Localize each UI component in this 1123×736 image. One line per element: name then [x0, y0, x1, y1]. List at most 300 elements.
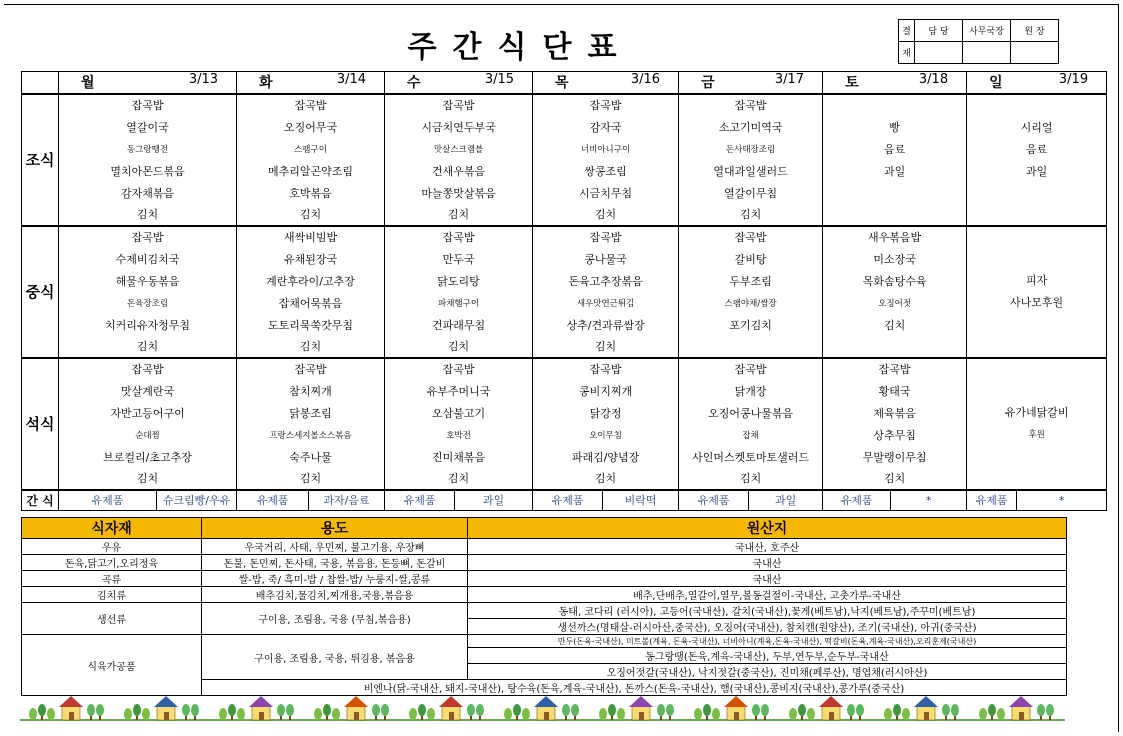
dinner-dish: 제육볶음	[823, 402, 967, 424]
breakfast-dish	[967, 204, 1107, 226]
origin-use: 우국거리, 사태, 우민찌, 불고기용, 우장뼈	[202, 539, 468, 555]
dinner-dish: 순대찜	[59, 424, 237, 446]
breakfast-dish: 쌍콩조림	[533, 160, 679, 182]
dinner-dish: 잡곡밥	[237, 358, 385, 380]
tree-icon	[409, 708, 417, 720]
snack-item: 비락떡	[603, 490, 679, 511]
origin-row	[22, 603, 1067, 619]
tree-icon	[47, 708, 55, 720]
lunch-dish: 갈비탕	[679, 248, 823, 270]
dinner-dish: 파래김/양념장	[533, 446, 679, 468]
day-header-0	[59, 72, 237, 94]
day-date: 3/14	[336, 72, 367, 88]
breakfast-dish	[967, 182, 1107, 204]
tree-icon	[856, 704, 864, 716]
breakfast-row	[22, 182, 1107, 204]
dinner-dish: 브로컬리/초고추장	[59, 446, 237, 468]
house-door	[829, 712, 834, 720]
tree-icon	[1037, 704, 1045, 716]
tree-icon	[752, 704, 760, 716]
tree-icon	[142, 708, 150, 720]
breakfast-dish: 김치	[679, 204, 823, 226]
snack-dairy: 유제품	[385, 490, 455, 511]
approval-label-2: 재	[899, 42, 915, 64]
day-date: 3/19	[1058, 72, 1089, 88]
breakfast-row	[22, 116, 1107, 138]
tree-icon	[332, 708, 340, 720]
house-roof-icon	[59, 696, 83, 707]
day-header-4	[679, 72, 823, 94]
dinner-dish: 닭개장	[679, 380, 823, 402]
tree-icon	[807, 708, 815, 720]
breakfast-dish: 과일	[823, 160, 967, 182]
origin-header-row	[22, 518, 1067, 539]
tree-icon	[323, 704, 331, 716]
lunch-dish: 스팸야채/쌈장	[679, 292, 823, 314]
tree-icon	[219, 708, 227, 720]
breakfast-dish: 김치	[237, 204, 385, 226]
snack-item: *	[1017, 490, 1107, 511]
breakfast-dish	[823, 182, 967, 204]
origin-item: 우유	[22, 539, 202, 555]
lunch-dish: 김치	[823, 314, 967, 336]
lunch-dish: 닭도리탕	[385, 270, 533, 292]
dinner-row	[22, 424, 1107, 446]
dinner-sunday-item: 후원	[1028, 429, 1045, 440]
dinner-dish: 유부주머니국	[385, 380, 533, 402]
tree-icon	[789, 708, 797, 720]
breakfast-dish: 멸치아몬드볶음	[59, 160, 237, 182]
breakfast-dish: 스팸구이	[237, 138, 385, 160]
snack-item: 슈크림빵/우유	[157, 490, 237, 511]
dinner-dish: 무말랭이무침	[823, 446, 967, 468]
approval-sign-3[interactable]	[1011, 42, 1059, 64]
house-roof-icon	[724, 696, 748, 707]
day-date: 3/13	[188, 72, 219, 88]
breakfast-dish: 열갈이무침	[679, 182, 823, 204]
lunch-dish: 새싹비빔밥	[237, 226, 385, 248]
house-door	[544, 712, 549, 720]
lunch-dish: 돈육고추장볶음	[533, 270, 679, 292]
tree-icon	[657, 704, 665, 716]
tree-icon	[988, 704, 996, 716]
origin-use: 쌀-밥, 죽/ 흑미-밥 / 찹쌀-밥/ 누룽지-쌀,콩류	[202, 571, 468, 587]
origin-item: 식육가공품	[22, 635, 202, 696]
tree-icon	[608, 704, 616, 716]
day-date: 3/15	[484, 72, 515, 88]
dinner-dish: 김치	[679, 468, 823, 490]
weekly-menu-table	[21, 71, 1107, 511]
origin-item: 돈육,닭고기,오리정육	[22, 555, 202, 571]
origin-header-origin: 원산지	[468, 518, 1067, 539]
origin-source: 국내산, 호주산	[468, 539, 1067, 555]
tree-icon	[712, 708, 720, 720]
tree-icon	[979, 708, 987, 720]
day-name: 토	[845, 75, 859, 92]
lunch-dish: 건파래무침	[385, 314, 533, 336]
origin-use: 배추김치,물김치,찌개용,국용,볶음용	[202, 587, 468, 603]
approval-col-2: 사무국장	[963, 20, 1011, 42]
tree-icon	[504, 708, 512, 720]
dinner-dish: 참치찌개	[237, 380, 385, 402]
tree-icon	[522, 708, 530, 720]
dinner-dish: 사인머스켓토마토샐러드	[679, 446, 823, 468]
origin-row	[22, 635, 1067, 648]
dinner-dish: 잡채	[679, 424, 823, 446]
breakfast-dish: 열대과일샐러드	[679, 160, 823, 182]
tree-icon	[1046, 704, 1054, 716]
dinner-dish: 잡곡밥	[59, 358, 237, 380]
breakfast-dish: 시금치연두부국	[385, 116, 533, 138]
lunch-dish: 김치	[237, 336, 385, 358]
snack-dairy: 유제품	[967, 490, 1017, 511]
lunch-block	[22, 226, 1107, 358]
tree-icon	[314, 708, 322, 720]
breakfast-dish	[823, 204, 967, 226]
breakfast-dish: 오징어무국	[237, 116, 385, 138]
origin-row	[22, 571, 1067, 587]
breakfast-label: 조식	[22, 94, 59, 226]
house-roof-icon	[914, 696, 938, 707]
lunch-label: 중식	[22, 226, 59, 358]
origin-use: 구이용, 조림용, 국용, 튀김용, 볶음용	[202, 635, 468, 680]
origin-use: 구이용, 조림용, 국용 (무침,볶음용)	[202, 603, 468, 635]
lunch-dish: 잡채어묵볶음	[237, 292, 385, 314]
dinner-row	[22, 358, 1107, 380]
lunch-row	[22, 314, 1107, 336]
tree-icon	[893, 704, 901, 716]
dinner-dish: 오이무침	[533, 424, 679, 446]
lunch-dish: 오징어젓	[823, 292, 967, 314]
dinner-dish: 오징어콩나물볶음	[679, 402, 823, 424]
lunch-dish: 상추/견과류쌈장	[533, 314, 679, 336]
origin-item: 생선류	[22, 603, 202, 635]
lunch-dish	[823, 336, 967, 358]
origin-source: 국내산	[468, 571, 1067, 587]
house-roof-icon	[819, 696, 843, 707]
tree-icon	[38, 704, 46, 716]
house-door	[734, 712, 739, 720]
tree-icon	[997, 708, 1005, 720]
tree-icon	[381, 704, 389, 716]
lunch-sunday-item: 피자	[1025, 273, 1048, 287]
breakfast-dish: 음료	[967, 138, 1107, 160]
breakfast-block	[22, 94, 1107, 226]
breakfast-dish: 시리얼	[967, 116, 1107, 138]
dinner-dish: 김치	[533, 468, 679, 490]
dinner-dish: 상추무침	[823, 424, 967, 446]
breakfast-dish: 호박볶음	[237, 182, 385, 204]
lunch-dish: 미소장국	[823, 248, 967, 270]
tree-icon	[847, 704, 855, 716]
lunch-dish: 해물우동볶음	[59, 270, 237, 292]
house-door	[924, 712, 929, 720]
lunch-dish: 잡곡밥	[533, 226, 679, 248]
origin-source: 배추,단배추,열갈이,열무,볼동걸절이-국내산, 고춧가루-국내산	[468, 587, 1067, 603]
dinner-dish: 오삼불고기	[385, 402, 533, 424]
origin-header-use: 용도	[202, 518, 468, 539]
lunch-dish: 치커리유자청무침	[59, 314, 237, 336]
dinner-dish: 김치	[823, 468, 967, 490]
approval-col-1: 담 당	[915, 20, 963, 42]
breakfast-dish: 너비아니구이	[533, 138, 679, 160]
breakfast-dish: 잡곡밥	[59, 94, 237, 116]
tree-icon	[29, 708, 37, 720]
origin-body	[22, 539, 1067, 696]
origin-item: 김치류	[22, 587, 202, 603]
breakfast-dish	[967, 94, 1107, 116]
lunch-dish: 만두국	[385, 248, 533, 270]
tree-icon	[96, 704, 104, 716]
dinner-dish: 김치	[237, 468, 385, 490]
tree-icon	[476, 704, 484, 716]
tree-icon	[427, 708, 435, 720]
origin-table	[21, 517, 1067, 696]
breakfast-dish: 잡곡밥	[679, 94, 823, 116]
lunch-row	[22, 248, 1107, 270]
lunch-row	[22, 292, 1107, 314]
dinner-dish: 잡곡밥	[385, 358, 533, 380]
lunch-dish	[679, 336, 823, 358]
origin-row	[22, 587, 1067, 603]
dinner-dish: 잡곡밥	[533, 358, 679, 380]
dinner-label: 석식	[22, 358, 59, 490]
day-name: 월	[81, 75, 95, 92]
breakfast-dish: 김치	[533, 204, 679, 226]
tree-icon	[286, 704, 294, 716]
tree-icon	[87, 704, 95, 716]
tree-icon	[571, 704, 579, 716]
approval-sign-2[interactable]	[963, 42, 1011, 64]
snack-dairy: 유제품	[823, 490, 891, 511]
lunch-dish: 새우볶음밥	[823, 226, 967, 248]
lunch-dish: 잡곡밥	[59, 226, 237, 248]
approval-sign-1[interactable]	[915, 42, 963, 64]
breakfast-dish: 감자채볶음	[59, 182, 237, 204]
snack-row	[22, 490, 1107, 511]
tree-icon	[666, 704, 674, 716]
day-name: 목	[555, 75, 569, 92]
house-roof-icon	[534, 696, 558, 707]
dinner-dish: 진미채볶음	[385, 446, 533, 468]
lunch-dish: 계란후라이/고추장	[237, 270, 385, 292]
lunch-sunday-item: 사나모후원	[1010, 295, 1064, 309]
dinner-row	[22, 446, 1107, 468]
dinner-block	[22, 358, 1107, 490]
breakfast-dish: 메추리알곤약조림	[237, 160, 385, 182]
lunch-row	[22, 226, 1107, 248]
page-title: 주간식단표	[407, 30, 633, 65]
day-header-row	[22, 72, 1107, 94]
lunch-dish: 김치	[385, 336, 533, 358]
tree-icon	[617, 708, 625, 720]
snack-dairy: 유제품	[679, 490, 749, 511]
breakfast-row	[22, 94, 1107, 116]
tree-icon	[513, 704, 521, 716]
tree-icon	[372, 704, 380, 716]
lunch-row	[22, 270, 1107, 292]
dinner-sunday	[967, 358, 1107, 490]
dinner-dish: 닭봉조림	[237, 402, 385, 424]
tree-icon	[599, 708, 607, 720]
snack-item: 과일	[455, 490, 533, 511]
dinner-dish: 김치	[385, 468, 533, 490]
breakfast-dish: 잡곡밥	[385, 94, 533, 116]
lunch-dish: 잡곡밥	[385, 226, 533, 248]
house-door	[449, 712, 454, 720]
day-name: 금	[701, 75, 715, 92]
lunch-sunday	[967, 226, 1107, 358]
tree-icon	[228, 704, 236, 716]
lunch-dish: 김치	[533, 336, 679, 358]
dinner-row	[22, 380, 1107, 402]
breakfast-dish	[823, 94, 967, 116]
dinner-dish: 황태국	[823, 380, 967, 402]
tree-icon	[191, 704, 199, 716]
day-date: 3/18	[918, 72, 949, 88]
breakfast-dish: 돈사태장조림	[679, 138, 823, 160]
page-frame-top	[4, 4, 1118, 5]
breakfast-dish: 김치	[385, 204, 533, 226]
day-header-3	[533, 72, 679, 94]
origin-source: 국내산	[468, 555, 1067, 571]
house-door	[164, 712, 169, 720]
breakfast-dish: 빵	[823, 116, 967, 138]
lunch-dish: 포기김치	[679, 314, 823, 336]
origin-row	[22, 539, 1067, 555]
origin-source: 비엔나(닭-국내산, 돼지-국내산), 탕수육(돈육,계육-국내산), 돈까스(돈육-국내산), 햄(국내산),콩비지(국내산),콩가루(중국산)	[202, 680, 1067, 696]
dinner-dish: 닭강정	[533, 402, 679, 424]
breakfast-dish: 잡곡밥	[237, 94, 385, 116]
lunch-dish: 수제비김치국	[59, 248, 237, 270]
house-door	[259, 712, 264, 720]
origin-source: 만두(돈육-국내산), 미트볼(계육, 돈육-국내산), 너비아니(계육,돈육-국내산), 떡갈비(돈육,계육-국내산),오리훈제(국내산)	[468, 635, 1067, 648]
lunch-dish: 목화솜탕수육	[823, 270, 967, 292]
day-header-1	[237, 72, 385, 94]
day-header-5	[823, 72, 967, 94]
day-header-6	[967, 72, 1107, 94]
tree-icon	[703, 704, 711, 716]
day-date: 3/16	[630, 72, 661, 88]
tree-icon	[951, 704, 959, 716]
house-door	[69, 712, 74, 720]
breakfast-dish: 열갈이국	[59, 116, 237, 138]
dinner-row	[22, 402, 1107, 424]
approval-col-3: 원 장	[1011, 20, 1059, 42]
lunch-dish: 잡곡밥	[679, 226, 823, 248]
breakfast-dish: 김치	[59, 204, 237, 226]
tree-icon	[902, 708, 910, 720]
tree-icon	[761, 704, 769, 716]
house-roof-icon	[344, 696, 368, 707]
tree-icon	[182, 704, 190, 716]
lunch-dish: 도토리묵쑥갓무침	[237, 314, 385, 336]
origin-source: 오징어젓갈(국내산), 낙지젓갈(중국산), 진미채(페루산), 명엽채(러시아산)	[468, 664, 1067, 680]
tree-icon	[884, 708, 892, 720]
lunch-dish: 김치	[59, 336, 237, 358]
dinner-sunday-item: 유가네닭갈비	[1004, 405, 1069, 419]
house-roof-icon	[249, 696, 273, 707]
snack-item: *	[891, 490, 967, 511]
origin-use: 돈불, 돈민찌, 돈사태, 국용, 볶음용, 돈등뼈, 돈갈비	[202, 555, 468, 571]
lunch-dish: 파채햄구이	[385, 292, 533, 314]
tree-icon	[237, 708, 245, 720]
lunch-dish: 돈육장조림	[59, 292, 237, 314]
breakfast-row	[22, 160, 1107, 182]
page-frame-right	[1118, 4, 1119, 732]
tree-icon	[798, 704, 806, 716]
tree-icon	[124, 708, 132, 720]
house-door	[354, 712, 359, 720]
lunch-dish: 유채된장국	[237, 248, 385, 270]
origin-item: 곡류	[22, 571, 202, 587]
dinner-dish: 자반고등어구이	[59, 402, 237, 424]
breakfast-dish: 건새우볶음	[385, 160, 533, 182]
tree-icon	[467, 704, 475, 716]
dinner-dish: 김치	[59, 468, 237, 490]
breakfast-dish: 잡곡밥	[533, 94, 679, 116]
house-roof-icon	[1009, 696, 1033, 707]
dinner-dish: 맛살계란국	[59, 380, 237, 402]
day-date: 3/17	[774, 72, 805, 88]
day-name: 수	[407, 75, 421, 92]
lunch-dish: 콩나물국	[533, 248, 679, 270]
snack-dairy: 유제품	[237, 490, 309, 511]
tree-icon	[694, 708, 702, 720]
tree-icon	[277, 704, 285, 716]
breakfast-dish: 시금치무침	[533, 182, 679, 204]
dinner-dish: 숙주나물	[237, 446, 385, 468]
breakfast-row	[22, 204, 1107, 226]
village-border-decoration	[20, 690, 1065, 724]
breakfast-dish: 마늘쫑맛살볶음	[385, 182, 533, 204]
dinner-row	[22, 468, 1107, 490]
dinner-dish: 콩비지찌개	[533, 380, 679, 402]
breakfast-dish: 동그랑땡전	[59, 138, 237, 160]
breakfast-dish: 음료	[823, 138, 967, 160]
origin-source: 동그랑땡(돈육,계육-국내산), 두부,연두부,순두부-국내산	[468, 648, 1067, 664]
dinner-dish: 잡곡밥	[679, 358, 823, 380]
breakfast-dish: 맛살스크램블	[385, 138, 533, 160]
day-name: 화	[259, 75, 273, 92]
approval-box	[898, 19, 1059, 64]
house-roof-icon	[629, 696, 653, 707]
house-door	[1019, 712, 1024, 720]
origin-source: 동태, 코다리 (러시아), 고등어(국내산), 갈치(국내산),꽃게(베트남),낙지(베트남),주꾸미(베트남)	[468, 603, 1067, 619]
snack-dairy: 유제품	[59, 490, 157, 511]
breakfast-dish: 소고기미역국	[679, 116, 823, 138]
corner-cell	[22, 72, 59, 94]
snack-item: 과자/음료	[309, 490, 385, 511]
snack-dairy: 유제품	[533, 490, 603, 511]
dinner-dish: 잡곡밥	[823, 358, 967, 380]
origin-source: 생선까스(명태살-러시아산,중국산), 오징어(국내산), 참치캔(원양산), 조기(국내산), 아귀(중국산)	[468, 619, 1067, 635]
lunch-dish: 두부조림	[679, 270, 823, 292]
approval-label-1: 결	[899, 20, 915, 42]
breakfast-dish: 감자국	[533, 116, 679, 138]
dinner-dish: 호박전	[385, 424, 533, 446]
tree-icon	[562, 704, 570, 716]
snack-label: 간 식	[22, 490, 59, 511]
house-roof-icon	[154, 696, 178, 707]
house-roof-icon	[439, 696, 463, 707]
tree-icon	[133, 704, 141, 716]
origin-row	[22, 555, 1067, 571]
day-header-2	[385, 72, 533, 94]
breakfast-row	[22, 138, 1107, 160]
breakfast-dish: 과일	[967, 160, 1107, 182]
house-door	[639, 712, 644, 720]
